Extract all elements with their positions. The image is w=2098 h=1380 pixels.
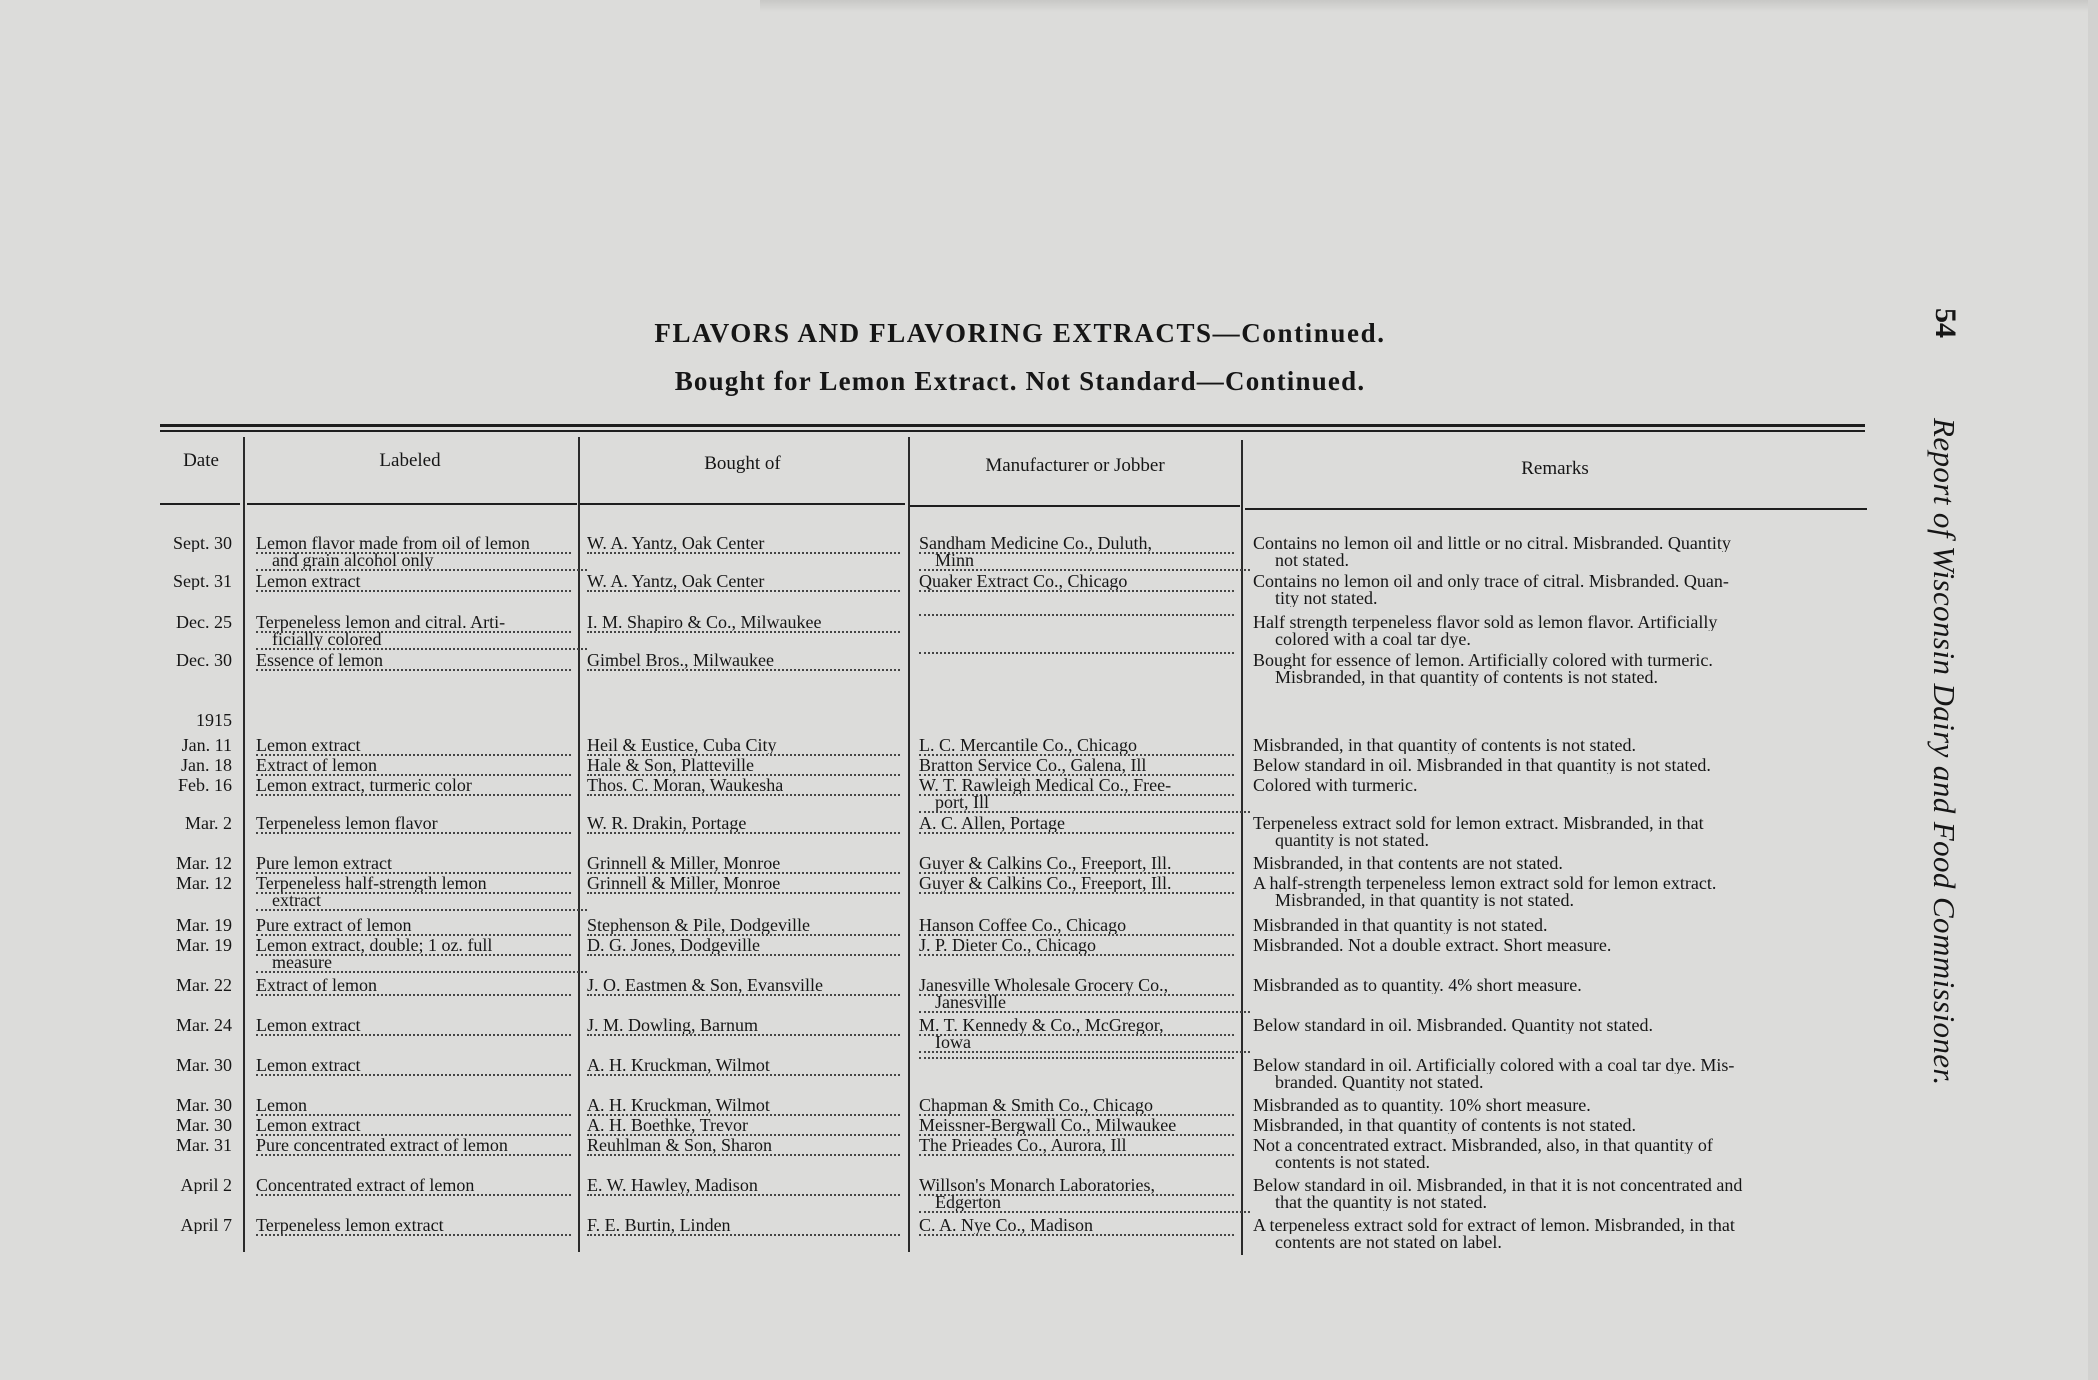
row-labeled: Lemon extract bbox=[256, 573, 571, 592]
row-manufacturer: Guyer & Calkins Co., Freeport, Ill. bbox=[919, 875, 1234, 894]
row-remarks: colored with a coal tar dye. bbox=[1275, 631, 1471, 648]
row-remarks: quantity is not stated. bbox=[1275, 832, 1429, 849]
row-date: Mar. 19 bbox=[176, 917, 232, 934]
row-bought-of: A. H. Kruckman, Wilmot bbox=[587, 1057, 900, 1076]
row-remarks: not stated. bbox=[1275, 552, 1349, 569]
column-header-remarks: Remarks bbox=[1521, 458, 1589, 479]
page-right-edge bbox=[2088, 0, 2098, 1380]
row-bought-of: Stephenson & Pile, Dodgeville bbox=[587, 917, 900, 936]
row-remarks: Misbranded. Not a double extract. Short measure. bbox=[1253, 937, 1612, 954]
row-labeled: Extract of lemon bbox=[256, 977, 571, 996]
table-top-rule-2 bbox=[160, 430, 1865, 432]
row-remarks: Contains no lemon oil and only trace of citral. Misbranded. Quan- bbox=[1253, 573, 1729, 590]
row-labeled: Extract of lemon bbox=[256, 757, 571, 776]
row-manufacturer: Janesville bbox=[919, 994, 1250, 1013]
row-manufacturer bbox=[919, 652, 1234, 654]
row-date: Mar. 12 bbox=[176, 875, 232, 892]
row-date: Mar. 30 bbox=[176, 1057, 232, 1074]
row-date: Mar. 30 bbox=[176, 1117, 232, 1134]
row-bought-of: Thos. C. Moran, Waukesha bbox=[587, 777, 900, 796]
row-manufacturer: W. T. Rawleigh Medical Co., Free- bbox=[919, 777, 1234, 796]
row-remarks: that the quantity is not stated. bbox=[1275, 1194, 1487, 1211]
row-bought-of: J. O. Eastmen & Son, Evansville bbox=[587, 977, 900, 996]
row-bought-of: D. G. Jones, Dodgeville bbox=[587, 937, 900, 956]
row-bought-of: W. R. Drakin, Portage bbox=[587, 815, 900, 834]
row-labeled: and grain alcohol only bbox=[256, 552, 587, 571]
row-labeled: Lemon extract bbox=[256, 737, 571, 756]
row-manufacturer: Hanson Coffee Co., Chicago bbox=[919, 917, 1234, 936]
row-remarks: branded. Quantity not stated. bbox=[1275, 1074, 1484, 1091]
row-remarks: Colored with turmeric. bbox=[1253, 777, 1418, 794]
row-remarks: Misbranded, in that quantity of contents is not stated. bbox=[1253, 1117, 1636, 1134]
row-manufacturer bbox=[919, 1057, 1234, 1059]
row-manufacturer: Meissner-Bergwall Co., Milwaukee bbox=[919, 1117, 1234, 1136]
row-remarks: Terpeneless extract sold for lemon extract. Misbranded, in that bbox=[1253, 815, 1704, 832]
row-bought-of: A. H. Boethke, Trevor bbox=[587, 1117, 900, 1136]
row-labeled: Lemon bbox=[256, 1097, 571, 1116]
row-remarks: Misbranded as to quantity. 10% short measure. bbox=[1253, 1097, 1591, 1114]
row-date: April 2 bbox=[180, 1177, 232, 1194]
row-bought-of: F. E. Burtin, Linden bbox=[587, 1217, 900, 1236]
row-remarks: Misbranded as to quantity. 4% short measure. bbox=[1253, 977, 1582, 994]
header-rule-labeled bbox=[247, 503, 577, 505]
row-remarks: Below standard in oil. Misbranded. Quantity not stated. bbox=[1253, 1017, 1653, 1034]
row-manufacturer: L. C. Mercantile Co., Chicago bbox=[919, 737, 1234, 756]
row-labeled: Terpeneless lemon flavor bbox=[256, 815, 571, 834]
row-date: Mar. 24 bbox=[176, 1017, 232, 1034]
row-bought-of: Reuhlman & Son, Sharon bbox=[587, 1137, 900, 1156]
row-bought-of: E. W. Hawley, Madison bbox=[587, 1177, 900, 1196]
running-head-margin bbox=[1906, 300, 1966, 1180]
row-bought-of: J. M. Dowling, Barnum bbox=[587, 1017, 900, 1036]
row-labeled: Essence of lemon bbox=[256, 652, 571, 671]
column-header-manufacturer: Manufacturer or Jobber bbox=[985, 455, 1165, 476]
row-remarks: contents are not stated on label. bbox=[1275, 1234, 1502, 1251]
row-remarks: A terpeneless extract sold for extract of lemon. Misbranded, in that bbox=[1253, 1217, 1735, 1234]
row-remarks: Misbranded, in that quantity of contents is not stated. bbox=[1253, 737, 1636, 754]
row-manufacturer: Sandham Medicine Co., Duluth, bbox=[919, 535, 1234, 554]
row-labeled: measure bbox=[256, 954, 587, 973]
row-labeled: ficially colored bbox=[256, 631, 587, 650]
row-manufacturer: C. A. Nye Co., Madison bbox=[919, 1217, 1234, 1236]
row-labeled: Pure extract of lemon bbox=[256, 917, 571, 936]
column-header-bought-of: Bought of bbox=[704, 453, 781, 474]
row-date: Dec. 25 bbox=[176, 614, 232, 631]
row-remarks: Contains no lemon oil and little or no citral. Misbranded. Quantity bbox=[1253, 535, 1731, 552]
row-labeled: Lemon extract bbox=[256, 1117, 571, 1136]
row-labeled: Lemon extract bbox=[256, 1057, 571, 1076]
row-labeled: Terpeneless half-strength lemon bbox=[256, 875, 571, 894]
year-label: 1915 bbox=[196, 712, 232, 729]
row-manufacturer: Minn bbox=[919, 552, 1250, 571]
column-divider-1 bbox=[243, 437, 245, 1252]
running-head: Report of Wisconsin Dairy and Food Commissioner. bbox=[1927, 418, 1962, 1086]
row-remarks: Below standard in oil. Misbranded in that quantity is not stated. bbox=[1253, 757, 1711, 774]
row-date: Mar. 30 bbox=[176, 1097, 232, 1114]
row-date: Jan. 11 bbox=[181, 737, 232, 754]
row-manufacturer bbox=[919, 614, 1234, 616]
row-manufacturer: Willson's Monarch Laboratories, bbox=[919, 1177, 1234, 1196]
row-manufacturer: Iowa bbox=[919, 1034, 1250, 1053]
row-bought-of: I. M. Shapiro & Co., Milwaukee bbox=[587, 614, 900, 633]
row-bought-of: Grinnell & Miller, Monroe bbox=[587, 855, 900, 874]
row-remarks: Misbranded, in that contents are not stated. bbox=[1253, 855, 1563, 872]
row-manufacturer: A. C. Allen, Portage bbox=[919, 815, 1234, 834]
row-remarks: A half-strength terpeneless lemon extract sold for lemon extract. bbox=[1253, 875, 1717, 892]
header-rule-date bbox=[160, 503, 240, 505]
row-manufacturer: Janesville Wholesale Grocery Co., bbox=[919, 977, 1234, 996]
row-labeled: Lemon flavor made from oil of lemon bbox=[256, 535, 571, 554]
row-date: Mar. 12 bbox=[176, 855, 232, 872]
row-remarks: Below standard in oil. Artificially colored with a coal tar dye. Mis- bbox=[1253, 1057, 1735, 1074]
row-date: Mar. 2 bbox=[185, 815, 232, 832]
row-remarks: Bought for essence of lemon. Artificially colored with turmeric. bbox=[1253, 652, 1713, 669]
row-labeled: Lemon extract bbox=[256, 1017, 571, 1036]
row-date: Sept. 31 bbox=[172, 573, 232, 590]
row-date: Jan. 18 bbox=[181, 757, 232, 774]
row-labeled: Concentrated extract of lemon bbox=[256, 1177, 571, 1196]
row-manufacturer: Guyer & Calkins Co., Freeport, Ill. bbox=[919, 855, 1234, 874]
column-header-date: Date bbox=[183, 450, 219, 471]
row-labeled: Terpeneless lemon and citral. Arti- bbox=[256, 614, 571, 633]
column-header-labeled: Labeled bbox=[379, 450, 441, 471]
row-manufacturer: J. P. Dieter Co., Chicago bbox=[919, 937, 1234, 956]
row-manufacturer: The Prieades Co., Aurora, Ill bbox=[919, 1137, 1234, 1156]
row-remarks: tity not stated. bbox=[1275, 590, 1378, 607]
row-date: Mar. 22 bbox=[176, 977, 232, 994]
row-bought-of: Hale & Son, Platteville bbox=[587, 757, 900, 776]
table-top-rule bbox=[160, 424, 1865, 427]
column-divider-3 bbox=[908, 437, 910, 1252]
header-rule-remarks bbox=[1245, 508, 1867, 510]
row-labeled: extract bbox=[256, 892, 587, 911]
row-labeled: Pure concentrated extract of lemon bbox=[256, 1137, 571, 1156]
row-date: Sept. 30 bbox=[172, 535, 232, 552]
row-remarks: Misbranded, in that quantity of contents is not stated. bbox=[1275, 669, 1658, 686]
row-date: April 7 bbox=[180, 1217, 232, 1234]
row-labeled: Pure lemon extract bbox=[256, 855, 571, 874]
table-subtitle: Bought for Lemon Extract. Not Standard—Continued. bbox=[674, 366, 1366, 396]
table-title: FLAVORS AND FLAVORING EXTRACTS—Continued. bbox=[654, 318, 1386, 348]
row-remarks: Misbranded in that quantity is not stated. bbox=[1253, 917, 1548, 934]
row-manufacturer: M. T. Kennedy & Co., McGregor, bbox=[919, 1017, 1234, 1036]
row-remarks: Below standard in oil. Misbranded, in that it is not concentrated and bbox=[1253, 1177, 1743, 1194]
row-date: Feb. 16 bbox=[178, 777, 232, 794]
row-manufacturer: Edgerton bbox=[919, 1194, 1250, 1213]
row-manufacturer: Quaker Extract Co., Chicago bbox=[919, 573, 1234, 592]
row-remarks: Not a concentrated extract. Misbranded, also, in that quantity of bbox=[1253, 1137, 1713, 1154]
row-bought-of: W. A. Yantz, Oak Center bbox=[587, 573, 900, 592]
row-date: Mar. 19 bbox=[176, 937, 232, 954]
row-date: Mar. 31 bbox=[176, 1137, 232, 1154]
row-bought-of: Grinnell & Miller, Monroe bbox=[587, 875, 900, 894]
row-bought-of: W. A. Yantz, Oak Center bbox=[587, 535, 900, 554]
header-rule-bought bbox=[580, 503, 905, 505]
row-date: Dec. 30 bbox=[176, 652, 232, 669]
header-rule-mfr bbox=[910, 505, 1240, 507]
row-remarks: contents is not stated. bbox=[1275, 1154, 1430, 1171]
row-manufacturer: Chapman & Smith Co., Chicago bbox=[919, 1097, 1234, 1116]
page-number: 54 bbox=[1929, 308, 1962, 338]
row-labeled: Terpeneless lemon extract bbox=[256, 1217, 571, 1236]
row-manufacturer: Bratton Service Co., Galena, Ill bbox=[919, 757, 1234, 776]
row-labeled: Lemon extract, double; 1 oz. full bbox=[256, 937, 571, 956]
row-labeled: Lemon extract, turmeric color bbox=[256, 777, 571, 796]
row-bought-of: Gimbel Bros., Milwaukee bbox=[587, 652, 900, 671]
row-remarks: Half strength terpeneless flavor sold as lemon flavor. Artificially bbox=[1253, 614, 1718, 631]
row-manufacturer: port, Ill bbox=[919, 794, 1250, 813]
row-bought-of: A. H. Kruckman, Wilmot bbox=[587, 1097, 900, 1116]
page-top-edge bbox=[760, 0, 2098, 12]
row-remarks: Misbranded, in that quantity is not stated. bbox=[1275, 892, 1574, 909]
row-bought-of: Heil & Eustice, Cuba City bbox=[587, 737, 900, 756]
